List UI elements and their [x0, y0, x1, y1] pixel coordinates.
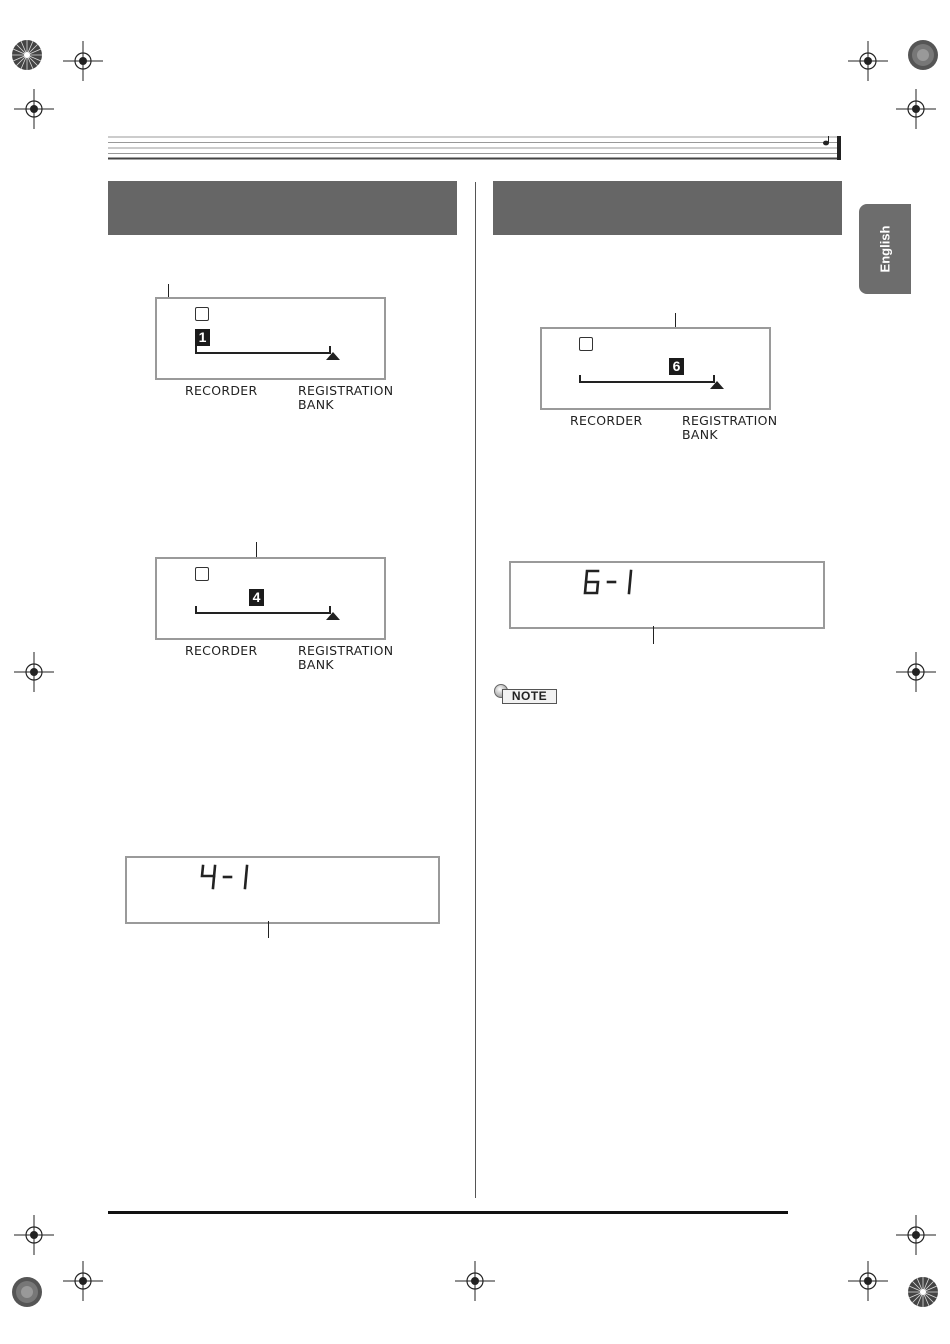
section-header-left [108, 181, 457, 235]
label-registration: REGISTRATION [298, 643, 394, 658]
registration-mark-mid-left [14, 652, 54, 692]
lcd-indicator-triangle [710, 381, 724, 389]
note-label: NOTE [502, 689, 557, 704]
print-burst-bottom-left [11, 1276, 43, 1308]
label-bank: BANK [298, 397, 334, 412]
print-burst-top-right [907, 39, 939, 71]
lcd-bank-bar [195, 352, 331, 354]
language-tab-label: English [877, 225, 893, 273]
registration-mark-mid-right [896, 652, 936, 692]
lcd-display-1 [155, 297, 386, 380]
callout-leader-vertical [653, 626, 654, 644]
lcd-bank-bar [579, 381, 715, 383]
segment-readout [583, 569, 643, 595]
lcd-bank-number: 4 [249, 589, 264, 606]
label-bank: BANK [298, 657, 334, 672]
language-tab[interactable] [859, 204, 911, 294]
registration-mark-bottom-center [455, 1261, 495, 1301]
print-burst-top-left [11, 39, 43, 71]
segment-readout [199, 864, 259, 890]
label-recorder: RECORDER [185, 643, 258, 658]
print-burst-bottom-right [907, 1276, 939, 1308]
registration-mark-top-left-lower [14, 89, 54, 129]
registration-mark-top-left [63, 41, 103, 81]
label-registration: REGISTRATION [298, 383, 394, 398]
label-recorder: RECORDER [570, 413, 643, 428]
note-badge [494, 684, 560, 706]
registration-mark-bottom-left-upper [14, 1215, 54, 1255]
lcd-readout-left [125, 856, 440, 924]
lcd-display-right [540, 327, 771, 410]
registration-mark-top-right [848, 41, 888, 81]
footer-rule [108, 1211, 788, 1214]
label-registration: REGISTRATION [682, 413, 778, 428]
label-recorder: RECORDER [185, 383, 258, 398]
label-bank: BANK [682, 427, 718, 442]
callout-leader-vertical [268, 921, 269, 938]
lcd-bank-number: 6 [669, 358, 684, 375]
section-header-right [493, 181, 842, 235]
registration-mark-bottom-left [63, 1261, 103, 1301]
lcd-indicator-square [195, 307, 209, 321]
lcd-readout-right [509, 561, 825, 629]
column-divider [475, 182, 476, 1198]
lcd-indicator-triangle [326, 352, 340, 360]
registration-mark-bottom-right [848, 1261, 888, 1301]
staff-header-decoration [108, 136, 842, 160]
registration-mark-top-right-lower [896, 89, 936, 129]
lcd-bank-number: 1 [195, 329, 210, 346]
lcd-indicator-square [195, 567, 209, 581]
lcd-indicator-square [579, 337, 593, 351]
lcd-indicator-triangle [326, 612, 340, 620]
lcd-display-2 [155, 557, 386, 640]
registration-mark-bottom-right-upper [896, 1215, 936, 1255]
lcd-bank-bar [195, 612, 331, 614]
